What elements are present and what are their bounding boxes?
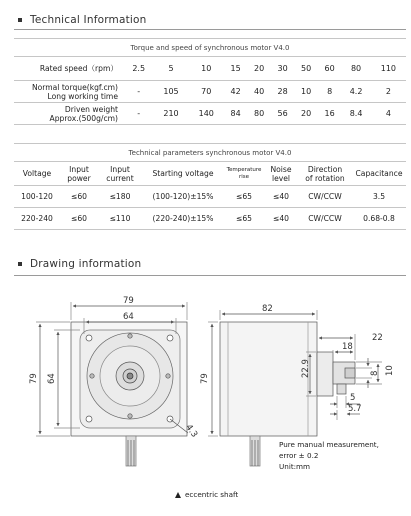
row-label: Normal torque(kgf.cm) Long working time (14, 81, 124, 103)
dim-front-height-outer: 79 (29, 373, 39, 384)
header-capacitance: Capacitance (355, 169, 403, 178)
cell: 60 (324, 64, 335, 73)
cell: (100-120)±15% (142, 186, 224, 208)
cell: (220-240)±15% (142, 208, 224, 230)
measurement-note-2: error ± 0.2 (279, 451, 319, 460)
table-caption: Torque and speed of synchronous motor V4.0 (14, 39, 406, 57)
header-direction-rotation: Direction of rotation (305, 164, 345, 183)
cell: ≤65 (224, 186, 264, 208)
cell: ≤60 (60, 186, 98, 208)
dim-front-width-outer: 79 (123, 296, 134, 306)
cell: ≤40 (264, 186, 298, 208)
cell: ≤180 (98, 186, 142, 208)
measurement-note-1: Pure manual measurement, (279, 440, 379, 449)
cell: 8.4 (341, 103, 370, 125)
row-label: Driven weight Approx.(500g/cm) (14, 103, 124, 125)
dim-shaft-length: 22 (372, 333, 383, 343)
cell: 40 (247, 81, 271, 103)
cell: 140 (189, 103, 224, 125)
unit-note: Unit:mm (279, 462, 311, 471)
cell: 16 (318, 103, 342, 125)
cell: ≤65 (224, 208, 264, 230)
cell: 2.5 (132, 64, 146, 73)
header-input-power: Input power (67, 164, 91, 183)
cell: 20 (254, 64, 265, 73)
cell: 210 (153, 103, 188, 125)
dim-d-cut: 5.7 (348, 404, 362, 414)
cell: CW/CCW (298, 208, 352, 230)
cell: 105 (153, 81, 188, 103)
cell: 100-120 (14, 186, 60, 208)
header-voltage: Voltage (22, 169, 52, 178)
cell: 28 (271, 81, 295, 103)
cell: 4.2 (341, 81, 370, 103)
cell: 10 (294, 81, 318, 103)
table-caption: Technical parameters synchronous motor V4.0 (14, 144, 406, 162)
cell: 220-240 (14, 208, 60, 230)
eccentric-shaft-label (175, 490, 238, 499)
cell: 20 (294, 103, 318, 125)
cell: 5 (168, 64, 174, 73)
cell: 56 (271, 103, 295, 125)
dim-hole-diameter: 4.3 (183, 422, 200, 440)
dim-shaft-flat: 10 (385, 365, 395, 376)
header-noise-level: Noise level (270, 164, 292, 183)
header-input-current: Input current (106, 164, 134, 183)
cell: 80 (247, 103, 271, 125)
cell: 3.5 (352, 186, 406, 208)
cell: 2 (371, 81, 406, 103)
technical-info-title-text: Technical Information (30, 14, 147, 26)
triangle-up-icon (175, 492, 181, 498)
cell: 0.68-0.8 (352, 208, 406, 230)
cell: 84 (224, 103, 248, 125)
cell: 30 (277, 64, 288, 73)
cell: 110 (380, 64, 397, 73)
cell: 70 (189, 81, 224, 103)
cell: ≤110 (98, 208, 142, 230)
header-starting-voltage: Starting voltage (152, 169, 214, 178)
cell: 42 (224, 81, 248, 103)
dim-boss-length: 18 (342, 342, 353, 352)
front-view (36, 302, 188, 466)
cell: 8 (318, 81, 342, 103)
dim-side-length: 82 (262, 304, 273, 314)
row-label: Rated speed（rpm） (39, 64, 118, 73)
cell: - (124, 81, 153, 103)
cell: 15 (230, 64, 241, 73)
drawing-info-title-text: Drawing information (30, 258, 142, 270)
cell: 50 (301, 64, 312, 73)
eccentric-shaft-text: eccentric shaft (185, 490, 239, 499)
cell: 4 (371, 103, 406, 125)
dim-front-width-inner: 64 (123, 312, 134, 322)
dim-side-height: 79 (200, 373, 210, 384)
dim-front-height-inner: 64 (47, 373, 57, 384)
dim-shaft-diameter: 8 (370, 370, 380, 376)
cell: ≤60 (60, 208, 98, 230)
cell: 10 (201, 64, 212, 73)
cell: 80 (350, 64, 362, 73)
dim-nub: 5 (350, 393, 356, 403)
cell: CW/CCW (298, 186, 352, 208)
cell: ≤40 (264, 208, 298, 230)
header-temperature-rise: Temperature rise (226, 166, 262, 180)
cell: - (124, 103, 153, 125)
dim-boss-diameter: 22.9 (301, 359, 311, 378)
